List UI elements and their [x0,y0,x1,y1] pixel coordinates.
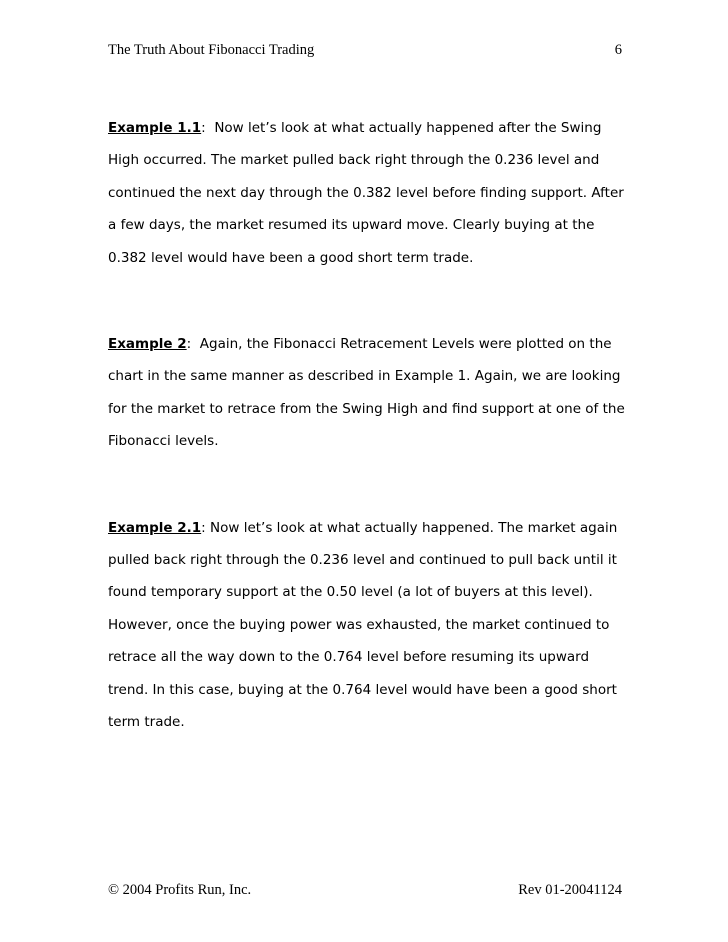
page-header [108,40,622,60]
revision-number: Rev 01-20041124 [518,882,622,898]
label-separator: : [201,519,211,536]
page-number: 6 [614,42,622,58]
paragraph-text: Now let’s look at what actually happened after the Swing High occurred. The market pulled back right through the 0.236 level and continued the next day through the 0.382 level before finding support. After a few days, the market resumed its upward move. Clearly buying at the 0.382 level would have been a good short term trade. [108,120,624,266]
paragraph-example-2-1 [108,512,632,739]
page-footer [108,880,622,900]
label-separator: : [186,336,200,353]
example-label: Example 2.1 [108,519,202,536]
paragraph-example-1-1 [108,112,632,274]
example-label: Example 2 [108,336,187,353]
document-title: The Truth About Fibonacci Trading [108,42,315,58]
paragraph-text: Now let’s look at what actually happened. The market again pulled back right through the 0.236 level and continued to pull back until it found temporary support at the 0.50 level (a lot of buyers at this level). However, once the buying power was exhausted, the market continued to retrace all the way down to the 0.764 level before resuming its upward trend. In this case, buying at the 0.764 level would have been a good short term trade. [108,519,618,731]
paragraph-text: Again, the Fibonacci Retracement Levels were plotted on the chart in the same manner as described in Example 1. Again, we are looking for the market to retrace from the Swing High and find support at one of the Fibonacci levels. [108,336,625,450]
copyright-notice: © 2004 Profits Run, Inc. [108,882,252,898]
paragraph-example-2 [108,328,632,458]
example-label: Example 1.1 [108,120,202,136]
label-separator: : [201,120,215,136]
document-body [108,112,632,739]
